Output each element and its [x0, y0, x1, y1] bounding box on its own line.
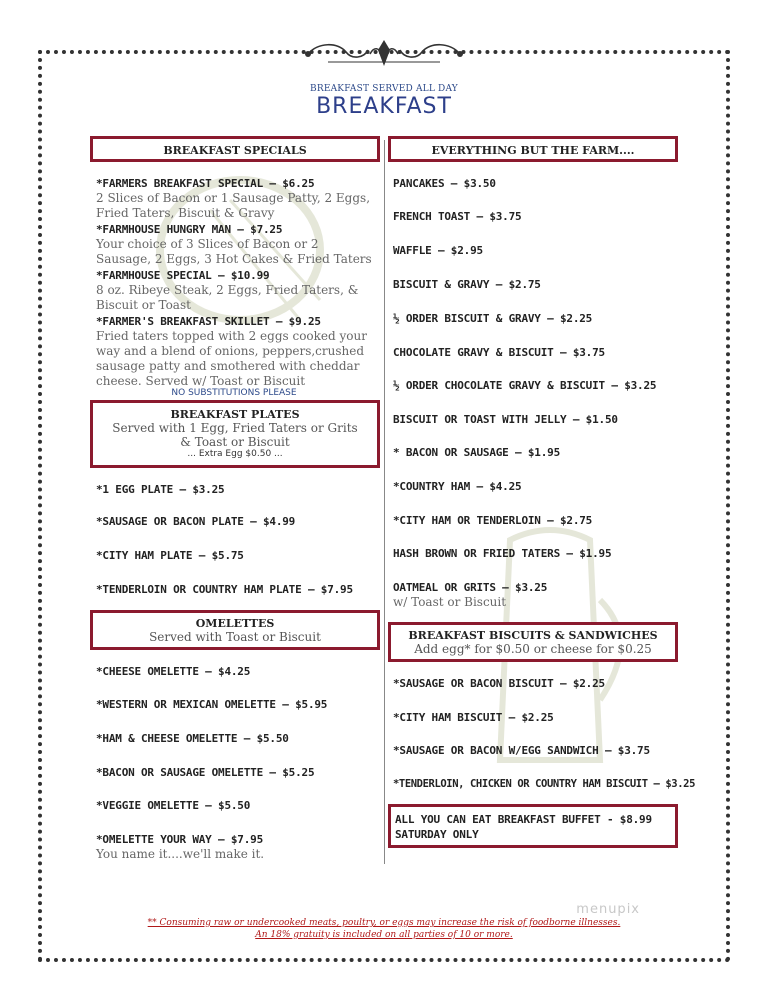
farm-item: HASH BROWN OR FRIED TATERS – $1.95 — [393, 547, 612, 560]
farm-item: *COUNTRY HAM – $4.25 — [393, 480, 522, 493]
farm-item: *CITY HAM OR TENDERLOIN – $2.75 — [393, 514, 593, 527]
omelette-item: *OMELETTE YOUR WAY – $7.95 You name it....we'll make it. — [96, 833, 265, 861]
page-title: BREAKFAST — [316, 94, 452, 119]
farm-item: * BACON OR SAUSAGE – $1.95 — [393, 446, 560, 459]
plate-item: *TENDERLOIN OR COUNTRY HAM PLATE – $7.95 — [96, 583, 353, 596]
food-safety-disclaimer: ** Consuming raw or undercooked meats, poultry, or eggs may increase the risk of foodborne illnesses. — [147, 918, 621, 928]
biscuits-sandwiches-header: BREAKFAST BISCUITS & SANDWICHES Add egg* for $0.50 or cheese for $0.25 — [388, 622, 678, 662]
column-divider — [384, 140, 385, 864]
biscuit-item: *SAUSAGE OR BACON W/EGG SANDWICH – $3.75 — [393, 744, 650, 757]
buffet-box: ALL YOU CAN EAT BREAKFAST BUFFET - $8.99 SATURDAY ONLY — [388, 804, 678, 848]
plate-item: *SAUSAGE OR BACON PLATE – $4.99 — [96, 515, 296, 528]
gratuity-note: An 18% gratuity is included on all parties of 10 or more. — [255, 930, 513, 940]
plate-item: *1 EGG PLATE – $3.25 — [96, 483, 225, 496]
biscuit-item: *SAUSAGE OR BACON BISCUIT – $2.25 — [393, 677, 605, 690]
breakfast-specials-header: BREAKFAST SPECIALS — [90, 136, 380, 162]
omelette-item: *VEGGIE OMELETTE – $5.50 — [96, 799, 251, 812]
farm-item: ½ ORDER BISCUIT & GRAVY – $2.25 — [393, 312, 593, 325]
special-item: *FARMHOUSE SPECIAL – $10.99 8 oz. Ribeye Steak, 2 Eggs, Fried Taters, & Biscuit or Toast — [96, 269, 359, 312]
omelette-item: *WESTERN OR MEXICAN OMELETTE – $5.95 — [96, 698, 328, 711]
no-substitutions-note: NO SUBSTITUTIONS PLEASE — [171, 388, 297, 398]
scroll-ornament-icon — [298, 36, 470, 70]
everything-but-the-farm-header: EVERYTHING BUT THE FARM.... — [388, 136, 678, 162]
omelette-item: *BACON OR SAUSAGE OMELETTE – $5.25 — [96, 766, 315, 779]
farm-item: ½ ORDER CHOCOLATE GRAVY & BISCUIT – $3.25 — [393, 379, 657, 392]
farm-item: BISCUIT OR TOAST WITH JELLY – $1.50 — [393, 413, 618, 426]
served-all-day: BREAKFAST SERVED ALL DAY — [310, 84, 458, 94]
farm-item: FRENCH TOAST – $3.75 — [393, 210, 522, 223]
breakfast-plates-header: BREAKFAST PLATES Served with 1 Egg, Fried Taters or Grits & Toast or Biscuit ... Extra Egg $0.50 ... — [90, 400, 380, 468]
watermark: menupix — [576, 902, 640, 917]
farm-item: WAFFLE – $2.95 — [393, 244, 483, 257]
plate-item: *CITY HAM PLATE – $5.75 — [96, 549, 244, 562]
special-item: *FARMHOUSE HUNGRY MAN – $7.25 Your choice of 3 Slices of Bacon or 2 Sausage, 2 Eggs, 3 Hot Cakes & Fried Taters — [96, 223, 372, 266]
biscuit-item: *CITY HAM BISCUIT – $2.25 — [393, 711, 554, 724]
omelette-item: *CHEESE OMELETTE – $4.25 — [96, 665, 251, 678]
omelettes-header: OMELETTES Served with Toast or Biscuit — [90, 610, 380, 650]
biscuit-item: *TENDERLOIN, CHICKEN OR COUNTRY HAM BISCUIT – $3.25 — [393, 778, 695, 790]
farm-item: BISCUIT & GRAVY – $2.75 — [393, 278, 541, 291]
special-item: *FARMERS BREAKFAST SPECIAL – $6.25 2 Slices of Bacon or 1 Sausage Patty, 2 Eggs, Fried Taters, Biscuit & Gravy — [96, 177, 371, 220]
special-item: *FARMER'S BREAKFAST SKILLET – $9.25 Fried taters topped with 2 eggs cooked your way and a blend of onions, peppers,crushed sausage patty and smothered with cheddar cheese. Served w/ Toast or Biscuit — [96, 315, 367, 388]
omelette-item: *HAM & CHEESE OMELETTE – $5.50 — [96, 732, 289, 745]
farm-item: CHOCOLATE GRAVY & BISCUIT – $3.75 — [393, 346, 605, 359]
farm-item: PANCAKES – $3.50 — [393, 177, 496, 190]
farm-item: OATMEAL OR GRITS – $3.25 w/ Toast or Biscuit — [393, 581, 548, 609]
